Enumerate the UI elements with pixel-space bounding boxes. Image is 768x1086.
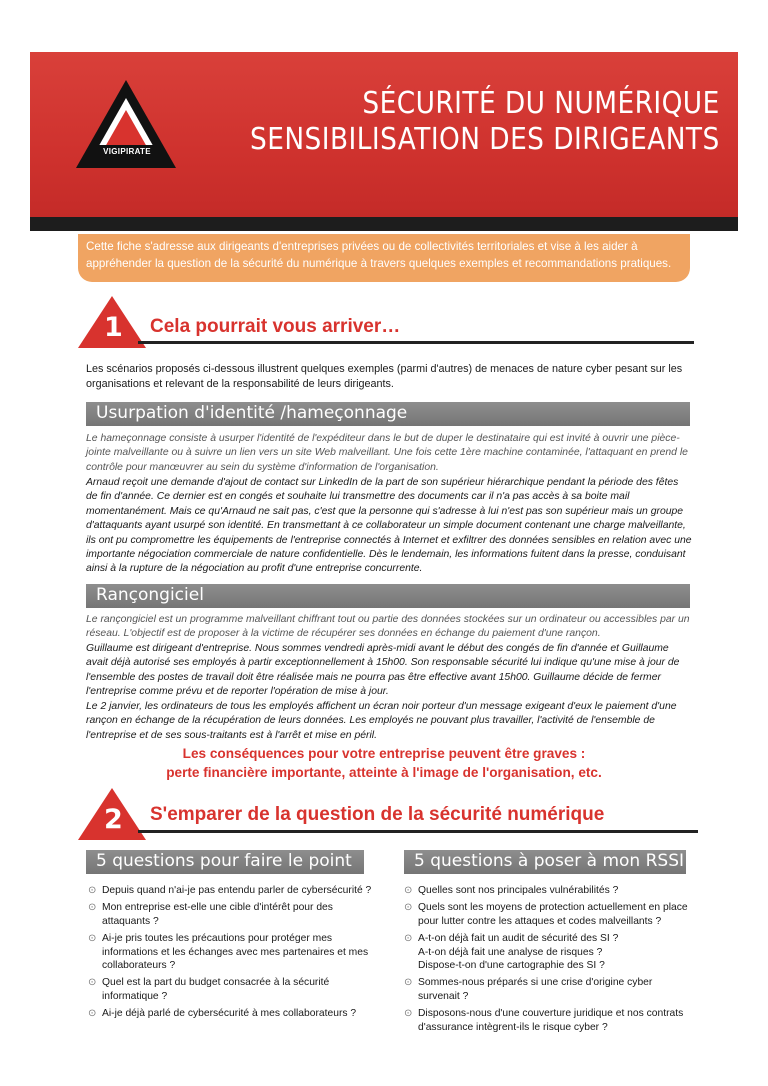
list-item: ⊙ Quel est la part du budget consacrée à la sécurité informatique ? — [88, 977, 330, 1002]
right-questions-heading-bar — [404, 850, 686, 874]
bullet-icon: ⊙ — [404, 885, 413, 896]
section-1-rule — [138, 341, 694, 344]
list-item: ⊙ Depuis quand n'ai-je pas entendu parler de cybersécurité ? — [88, 885, 372, 896]
phishing-heading-bar — [86, 402, 690, 426]
left-questions-list — [88, 884, 372, 1025]
list-item: ⊙ Quels sont les moyens de protection actuellement en place pour lutter contre les attaques et codes malveillants ? — [404, 902, 688, 927]
bullet-icon: ⊙ — [88, 933, 97, 945]
vigipirate-label: VIGIPIRATE — [91, 145, 163, 159]
ransomware-definition: Le rançongiciel est un programme malveillant chiffrant tout ou partie des données stockées sur un ordinateur ou accessibles par un réseau. L'objectif est de proposer à la victime de récupérer ses données en échange du paiement d'une rançon. — [86, 614, 690, 640]
list-item: ⊙ Mon entreprise est-elle une cible d'intérêt pour des attaquants ? — [88, 902, 333, 927]
ransomware-story-1: Guillaume est dirigeant d'entreprise. Nous sommes vendredi après-midi avant le début des congés de fin d'année et Guillaume avait déjà autorisé ses employés à partir exceptionnellement à 15h00. Son responsable sécurité lui indique qu'une mise à jour de l'ensemble des postes de travail doit être réalisée mais ne pourra pas être effective avant 15h00. Guillaume décide de fermer l'entreprise comme prévu et de reporter l'opération de mise à jour. — [86, 643, 680, 698]
intro-box: Cette fiche s'adresse aux dirigeants d'entreprises privées ou de collectivités territoriales et vise à les aider à appréhender la question de la sécurité du numérique à travers quelques exemples et recommandations pratiques. — [78, 234, 690, 282]
list-item: ⊙ Disposons-nous d'une couverture juridique et nos contrats d'assurance intègrent-ils le risque cyber ? — [404, 1008, 684, 1033]
consequences-line1: Les conséquences pour votre entreprise peuvent être graves : — [182, 746, 586, 761]
bullet-icon: ⊙ — [404, 1008, 413, 1020]
consequences-warning — [90, 744, 678, 782]
bullet-icon: ⊙ — [88, 1008, 97, 1020]
list-subitem: A-t-on déjà fait une analyse de risques ? — [418, 946, 603, 958]
phishing-heading: Usurpation d'identité /hameçonnage — [96, 403, 408, 423]
ransomware-story-2: Le 2 janvier, les ordinateurs de tous les employés affichent un écran noir porteur d'un message exigeant d'eux le paiement d'une rançon en échange de la récupération de leurs données. Les employés ne pouvant plus travailler, l'activité de l'ensemble de l'entreprise et de ses sous-traitants est à l'arrêt et mise en péril. — [86, 701, 677, 741]
ransomware-heading-bar — [86, 584, 690, 608]
page-title-line1: SÉCURITÉ DU NUMÉRIQUE — [362, 86, 720, 121]
bullet-icon: ⊙ — [404, 977, 413, 989]
section-2-title: S'emparer de la question de la sécurité numérique — [150, 804, 605, 825]
ransomware-heading: Rançongiciel — [96, 585, 204, 605]
bullet-icon: ⊙ — [88, 902, 97, 914]
list-subitem: Dispose-t-on d'une cartographie des SI ? — [418, 960, 605, 972]
list-item: ⊙ Sommes-nous préparés si une crise d'origine cyber survenait ? — [404, 977, 653, 1002]
page-title-line2: SENSIBILISATION DES DIRIGEANTS — [250, 122, 720, 157]
phishing-definition: Le hameçonnage consiste à usurper l'identité de l'expéditeur dans le but de duper le destinataire qui est invité à ouvrir une pièce-jointe malveillante ou à suivre un lien vers un site Web malveillant. Une fois cette 1ère machine contaminée, l'attaquant en prend le contrôle pour manœuvrer au sein du système d'information de l'organisation. — [86, 433, 688, 473]
bullet-icon: ⊙ — [88, 885, 97, 896]
header-banner-underline — [30, 217, 738, 231]
list-item: ⊙ Ai-je déjà parlé de cybersécurité à mes collaborateurs ? — [88, 1008, 357, 1020]
phishing-story: Arnaud reçoit une demande d'ajout de contact sur LinkedIn de la part de son supérieur hiérarchique pendant la période des fêtes de fin d'année. Ce dernier est en congés et souhaite lui transmettre des documents car il n'a pas accès à sa boite mail momentanément. Mais ce qu'Arnaud ne sait pas, c'est que la personne qui s'adresse à lui n'est pas son supérieur mais un groupe d'attaquants ayant usurpé son identité. En transmettant à ce collaborateur un simple document contenant une charge malveillante, ils ont pu compromettre les équipements de l'entreprise connectés à Internet et exfiltrer des données sensibles en relation avec une importante négociation commerciale de nature confidentielle. Dès le lendemain, les informations fuitent dans la presse, conduisant ainsi à la rupture de la négociation au profit d'une entreprise concurrente. — [86, 477, 692, 575]
left-questions-heading: 5 questions pour faire le point — [96, 851, 352, 871]
right-questions-heading: 5 questions à poser à mon RSSI — [414, 851, 685, 871]
section-2-number: 2 — [104, 804, 123, 835]
list-item: ⊙ Quelles sont nos principales vulnérabilités ? — [404, 885, 619, 896]
bullet-icon: ⊙ — [88, 977, 97, 989]
section-1-lead: Les scénarios proposés ci-dessous illustrent quelques exemples (parmi d'autres) de menaces de nature cyber pesant sur les organisations et relevant de la responsabilité de leurs dirigeants. — [86, 363, 683, 390]
section-1-title: Cela pourrait vous arriver… — [150, 316, 401, 337]
bullet-icon: ⊙ — [404, 933, 413, 945]
consequences-line2: perte financière importante, atteinte à l'image de l'organisation, etc. — [166, 765, 602, 780]
left-questions-heading-bar — [86, 850, 364, 874]
section-2-rule — [138, 830, 698, 833]
right-questions-list — [404, 884, 688, 1038]
section-1-number: 1 — [104, 312, 123, 343]
page-title — [250, 86, 720, 158]
bullet-icon: ⊙ — [404, 902, 413, 914]
list-item: ⊙ A-t-on déjà fait un audit de sécurité des SI ? A-t-on déjà fait une analyse de risques ? Dispose-t-on d'une cartographie des SI ? — [404, 932, 688, 972]
list-item: ⊙ Ai-je pris toutes les précautions pour protéger mes informations et les échanges avec mes partenaires et mes collaborateurs ? — [88, 933, 369, 972]
